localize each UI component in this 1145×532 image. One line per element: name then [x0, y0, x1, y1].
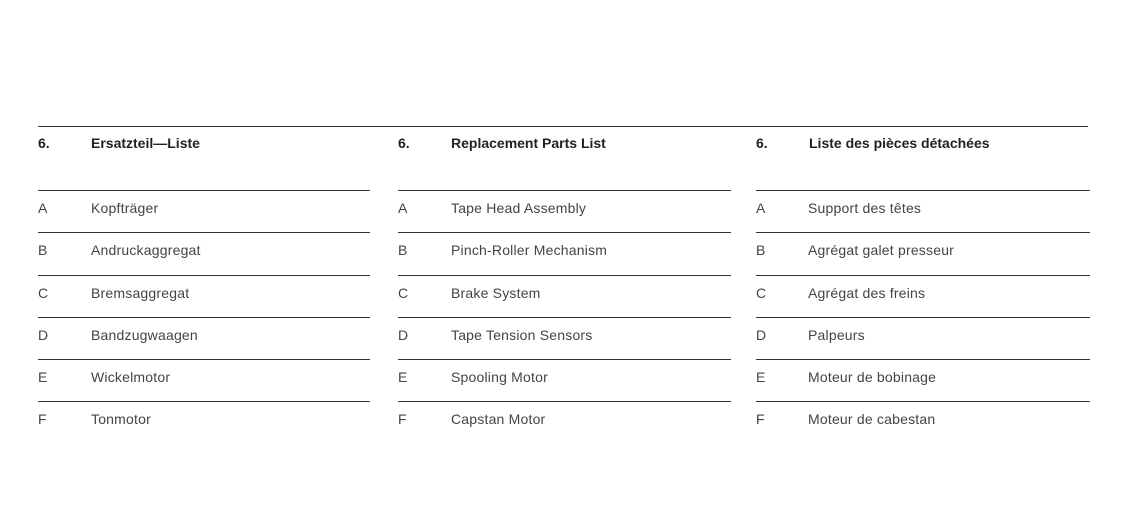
- section-title: Ersatzteil—Liste: [91, 135, 200, 151]
- section-heading: [756, 135, 1090, 155]
- item-label: Moteur de bobinage: [808, 369, 937, 386]
- item-letter: C: [398, 284, 409, 301]
- item-letter: D: [38, 326, 49, 343]
- section-number: 6.: [38, 135, 50, 151]
- item-letter: C: [756, 284, 767, 301]
- item-label: Bremsaggregat: [91, 284, 190, 301]
- item-label: Tape Tension Sensors: [451, 326, 593, 343]
- item-letter: B: [38, 242, 48, 259]
- list-item: [38, 190, 370, 232]
- list-item: [38, 275, 370, 317]
- list-item: [398, 275, 731, 317]
- item-letter: D: [398, 326, 409, 343]
- parts-list: [38, 190, 370, 444]
- list-item: [38, 359, 370, 401]
- parts-list: [398, 190, 731, 444]
- item-label: Agrégat des freins: [808, 284, 926, 301]
- item-letter: E: [398, 369, 408, 386]
- list-item: [756, 190, 1090, 232]
- list-item: [398, 190, 731, 232]
- item-label: Palpeurs: [808, 326, 865, 343]
- list-item: [756, 401, 1090, 443]
- section-title: Replacement Parts List: [451, 135, 606, 151]
- item-label: Wickelmotor: [91, 369, 171, 386]
- item-label: Kopfträger: [91, 200, 159, 216]
- list-item: [398, 359, 731, 401]
- item-letter: B: [398, 242, 408, 259]
- item-letter: F: [756, 411, 765, 428]
- list-item: [398, 317, 731, 359]
- list-item: [38, 317, 370, 359]
- item-label: Capstan Motor: [451, 411, 546, 428]
- top-rule: [38, 126, 1088, 127]
- list-item: [38, 401, 370, 443]
- item-letter: D: [756, 326, 767, 343]
- item-letter: F: [38, 411, 47, 428]
- item-label: Brake System: [451, 284, 541, 301]
- section-title: Liste des pièces détachées: [809, 135, 990, 151]
- item-label: Bandzugwaagen: [91, 326, 198, 343]
- item-label: Agrégat galet presseur: [808, 242, 955, 259]
- item-label: Support des têtes: [808, 200, 922, 216]
- list-item: [398, 401, 731, 443]
- item-letter: B: [756, 242, 766, 259]
- item-label: Tonmotor: [91, 411, 151, 428]
- item-label: Andruckaggregat: [91, 242, 201, 259]
- item-letter: A: [38, 200, 48, 216]
- parts-list: [756, 190, 1090, 444]
- list-item: [756, 359, 1090, 401]
- item-letter: A: [756, 200, 766, 216]
- section-number: 6.: [756, 135, 768, 151]
- section-number: 6.: [398, 135, 410, 151]
- item-letter: F: [398, 411, 407, 428]
- item-letter: E: [38, 369, 48, 386]
- section-heading: [38, 135, 370, 155]
- section-heading: [398, 135, 731, 155]
- item-label: Spooling Motor: [451, 369, 548, 386]
- item-label: Pinch-Roller Mechanism: [451, 242, 608, 259]
- list-item: [756, 275, 1090, 317]
- list-item: [756, 317, 1090, 359]
- item-letter: C: [38, 284, 49, 301]
- item-label: Moteur de cabestan: [808, 411, 936, 428]
- item-letter: A: [398, 200, 408, 216]
- list-item: [38, 232, 370, 274]
- list-item: [398, 232, 731, 274]
- item-label: Tape Head Assembly: [451, 200, 587, 216]
- list-item: [756, 232, 1090, 274]
- item-letter: E: [756, 369, 766, 386]
